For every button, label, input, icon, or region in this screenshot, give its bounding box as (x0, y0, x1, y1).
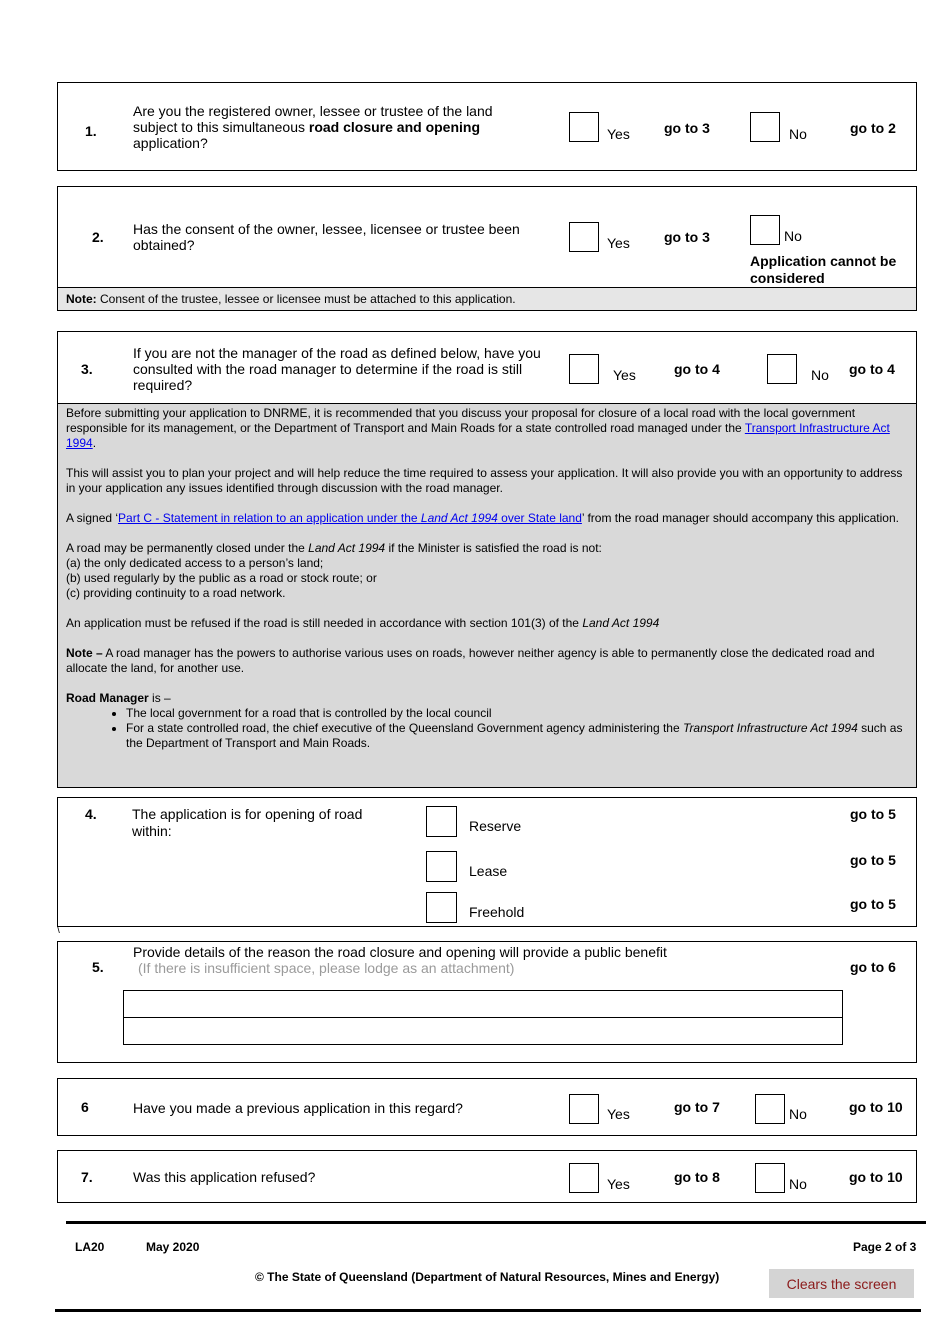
no-label: No (789, 1176, 807, 1192)
question-text: Have you made a previous application in this regard? (133, 1100, 463, 1116)
question-goto: go to 6 (850, 959, 896, 975)
question-text: Are you the registered owner, lessee or trustee of the land subject to this simultaneous road closure and opening application? (133, 103, 493, 151)
freehold-checkbox[interactable] (426, 892, 457, 923)
question-hint: (If there is insufficient space, please lodge as an attachment) (138, 960, 515, 976)
question-1-box (57, 82, 917, 171)
no-goto: go to 4 (849, 361, 895, 377)
question-text: The application is for opening of road within: (132, 806, 363, 839)
option-label: Lease (469, 863, 508, 879)
no-checkbox[interactable] (755, 1163, 785, 1193)
option-goto: go to 5 (850, 806, 896, 822)
option-label: Freehold (469, 904, 525, 920)
question-number: 3. (81, 361, 93, 377)
yes-label: Yes (607, 1106, 630, 1122)
question-number: 1. (85, 123, 97, 139)
yes-checkbox[interactable] (569, 112, 599, 142)
question-7-box (57, 1150, 917, 1203)
no-label: No (811, 367, 829, 383)
road-manager-guidance (58, 403, 916, 787)
no-checkbox[interactable] (767, 354, 797, 384)
yes-checkbox[interactable] (569, 222, 599, 252)
guidance-note: Note – A road manager has the powers to authorise various uses on roads, however neither agency is able to permanently close the dedicated road and allocate the land, for another use. (66, 646, 875, 675)
clear-screen-button[interactable]: Clears the screen (769, 1269, 914, 1298)
list-item: • The local government for a road that is controlled by the local council (126, 706, 908, 721)
road-manager-definition: Road Manager is – • The local government for a road that is controlled by the local council • For a state controlled road, the chief executive of the Queensland Government agency administering the Transport Infrastructure Act 1994 such as the Department of Transport and Main Roads. (66, 691, 908, 751)
question-5-box (57, 941, 917, 1063)
no-result: Application cannot be considered (750, 253, 897, 286)
question-6-box (57, 1078, 917, 1136)
yes-label: Yes (607, 1176, 630, 1192)
question-4-box (57, 797, 917, 927)
no-checkbox[interactable] (750, 215, 780, 245)
yes-label: Yes (607, 126, 630, 142)
option-label: Reserve (469, 818, 522, 834)
no-goto: go to 10 (849, 1099, 903, 1115)
reason-input-line-2[interactable] (123, 1017, 843, 1045)
stray-mark: \ (57, 925, 60, 936)
question-text: Has the consent of the owner, lessee, licensee or trustee been obtained? (133, 221, 520, 253)
question-text: Was this application refused? (133, 1169, 316, 1185)
yes-goto: go to 7 (674, 1099, 720, 1115)
list-item: • For a state controlled road, the chief executive of the Queensland Government agency administering the Transport Infrastructure Act 1994 such as the Department of Transport and Main Roads. (126, 721, 908, 751)
question-text: Provide details of the reason the road closure and opening will provide a public benefit (133, 944, 667, 960)
guidance-paragraph: This will assist you to plan your project and will help reduce the time required to assess your application. It will also provide you with an opportunity to address in your application any issues identified through discussion with the road manager. (66, 466, 903, 495)
no-label: No (789, 1106, 807, 1122)
no-checkbox[interactable] (755, 1094, 785, 1124)
question-number: 7. (81, 1169, 93, 1185)
reserve-checkbox[interactable] (426, 806, 457, 837)
no-goto: go to 10 (849, 1169, 903, 1185)
closure-conditions: A road may be permanently closed under the Land Act 1994 if the Minister is satisfied the road is not: (a) the only dedicated access to a person’s land; (b) used regularly by the public as a road or stock route; or (c) providing continuity to a road network. (66, 541, 602, 600)
question-number: 6 (81, 1099, 89, 1115)
yes-checkbox[interactable] (569, 1163, 599, 1193)
guidance-paragraph: Before submitting your application to DNRME, it is recommended that you discuss your proposal for closure of a local road with the local government responsible for its management, or the Department of Transport and Main Roads for a state controlled road managed under the Transport Infrastructure Act 1994. (66, 406, 890, 450)
option-goto: go to 5 (850, 896, 896, 912)
question-text: If you are not the manager of the road as defined below, have you consulted with the road manager to determine if the road is still required? (133, 345, 541, 393)
no-checkbox[interactable] (750, 112, 780, 142)
question-number: 4. (85, 806, 97, 822)
no-goto: go to 2 (850, 120, 896, 136)
yes-checkbox[interactable] (569, 1094, 599, 1124)
part-c-statement-link[interactable]: Part C - Statement in relation to an application under the Land Act 1994 over State land (118, 511, 582, 525)
guidance-paragraph: An application must be refused if the road is still needed in accordance with section 101(3) of the Land Act 1994 (66, 616, 660, 630)
yes-goto: go to 3 (664, 120, 710, 136)
question-number: 5. (92, 959, 104, 975)
yes-label: Yes (607, 235, 630, 251)
footer-top-rule (66, 1221, 926, 1224)
yes-label: Yes (613, 367, 636, 383)
no-label: No (789, 126, 807, 142)
reason-input-line-1[interactable] (123, 990, 843, 1018)
page-number: Page 2 of 3 (853, 1240, 917, 1254)
yes-goto: go to 3 (664, 229, 710, 245)
form-code: LA20 (75, 1240, 105, 1254)
consent-note: Note: Consent of the trustee, lessee or licensee must be attached to this application. (58, 287, 916, 310)
lease-checkbox[interactable] (426, 851, 457, 882)
question-number: 2. (92, 229, 104, 245)
footer-bottom-rule (55, 1309, 921, 1312)
yes-checkbox[interactable] (569, 354, 599, 384)
question-3-box (57, 331, 917, 788)
guidance-paragraph: A signed ‘Part C - Statement in relation to an application under the Land Act 1994 over State land’ from the road manager should accompany this application. (66, 511, 899, 525)
yes-goto: go to 8 (674, 1169, 720, 1185)
copyright: © The State of Queensland (Department of Natural Resources, Mines and Energy) (255, 1270, 720, 1284)
question-2-box (57, 186, 917, 311)
form-date: May 2020 (146, 1240, 200, 1254)
yes-goto: go to 4 (674, 361, 720, 377)
transport-act-link[interactable]: Transport Infrastructure Act 1994 (66, 421, 890, 450)
no-label: No (784, 228, 802, 244)
option-goto: go to 5 (850, 852, 896, 868)
